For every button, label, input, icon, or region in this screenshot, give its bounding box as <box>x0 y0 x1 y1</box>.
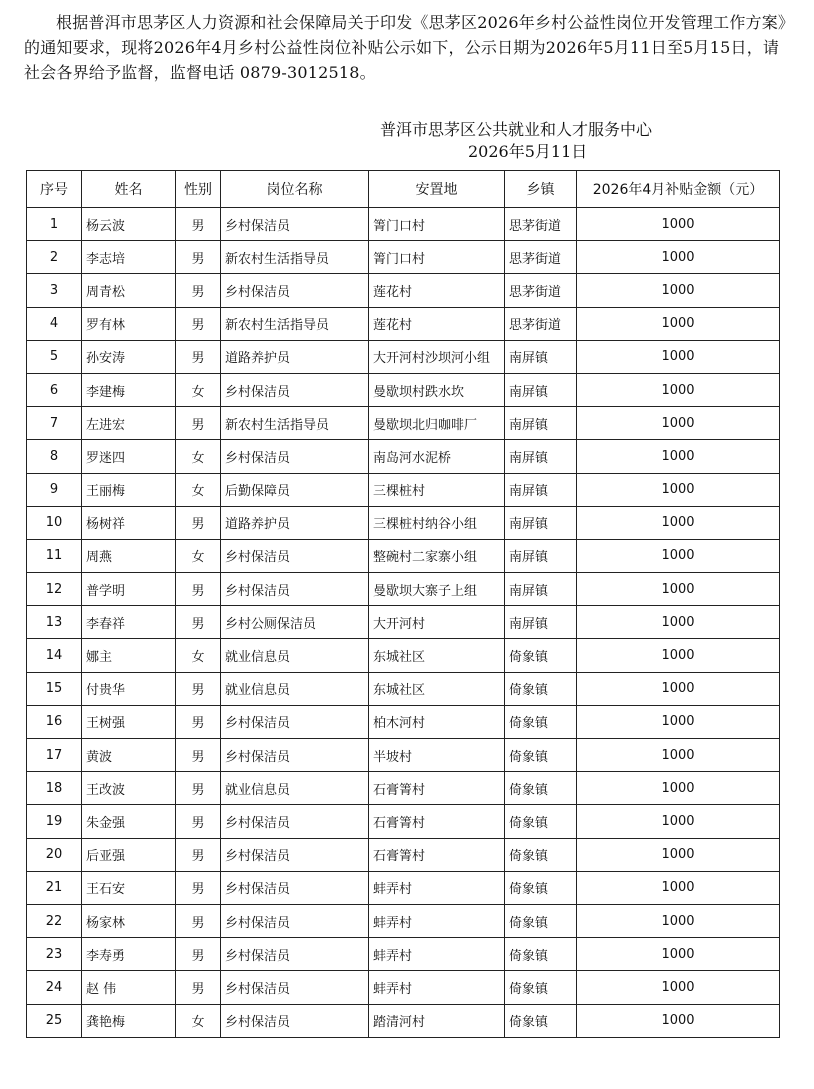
cell-placement: 曼歇坝大寨子上组 <box>369 573 505 606</box>
table-row <box>27 473 780 506</box>
cell-township: 倚象镇 <box>505 971 577 1004</box>
cell-index: 12 <box>27 573 82 606</box>
cell-position: 乡村保洁员 <box>221 274 369 307</box>
cell-township: 南屏镇 <box>505 340 577 373</box>
cell-placement: 整碗村二家寨小组 <box>369 539 505 572</box>
cell-position: 乡村保洁员 <box>221 573 369 606</box>
cell-index: 15 <box>27 672 82 705</box>
cell-position: 乡村保洁员 <box>221 1004 369 1037</box>
cell-amount: 1000 <box>577 373 780 406</box>
cell-township: 南屏镇 <box>505 373 577 406</box>
cell-position: 乡村公厕保洁员 <box>221 606 369 639</box>
cell-position: 乡村保洁员 <box>221 805 369 838</box>
cell-amount: 1000 <box>577 871 780 904</box>
cell-gender: 男 <box>176 606 221 639</box>
table-row <box>27 938 780 971</box>
cell-index: 25 <box>27 1004 82 1037</box>
cell-name: 朱金强 <box>82 805 176 838</box>
cell-placement: 石膏箐村 <box>369 805 505 838</box>
cell-amount: 1000 <box>577 506 780 539</box>
cell-township: 南屏镇 <box>505 407 577 440</box>
cell-placement: 曼歇坝村跌水坎 <box>369 373 505 406</box>
cell-township: 倚象镇 <box>505 871 577 904</box>
cell-position: 乡村保洁员 <box>221 539 369 572</box>
cell-name: 左进宏 <box>82 407 176 440</box>
cell-position: 新农村生活指导员 <box>221 407 369 440</box>
cell-name: 娜主 <box>82 639 176 672</box>
cell-name: 孙安涛 <box>82 340 176 373</box>
cell-township: 南屏镇 <box>505 440 577 473</box>
table-row <box>27 739 780 772</box>
table-row <box>27 805 780 838</box>
table-row <box>27 373 780 406</box>
cell-position: 乡村保洁员 <box>221 705 369 738</box>
cell-township: 倚象镇 <box>505 672 577 705</box>
cell-position: 乡村保洁员 <box>221 871 369 904</box>
cell-amount: 1000 <box>577 440 780 473</box>
cell-township: 倚象镇 <box>505 739 577 772</box>
cell-gender: 女 <box>176 473 221 506</box>
table-row <box>27 971 780 1004</box>
table-row <box>27 705 780 738</box>
cell-index: 18 <box>27 772 82 805</box>
cell-township: 思茅街道 <box>505 307 577 340</box>
cell-township: 南屏镇 <box>505 573 577 606</box>
cell-index: 16 <box>27 705 82 738</box>
cell-township: 倚象镇 <box>505 904 577 937</box>
cell-index: 5 <box>27 340 82 373</box>
table-header-row <box>27 171 780 208</box>
cell-gender: 男 <box>176 838 221 871</box>
cell-gender: 男 <box>176 971 221 1004</box>
cell-township: 南屏镇 <box>505 539 577 572</box>
cell-amount: 1000 <box>577 938 780 971</box>
cell-gender: 男 <box>176 805 221 838</box>
cell-name: 周燕 <box>82 539 176 572</box>
table-row <box>27 672 780 705</box>
table-row <box>27 904 780 937</box>
cell-placement: 蚌弄村 <box>369 971 505 1004</box>
cell-index: 24 <box>27 971 82 1004</box>
cell-placement: 箐门口村 <box>369 208 505 241</box>
header-name: 姓名 <box>82 171 176 208</box>
cell-name: 王石安 <box>82 871 176 904</box>
header-township: 乡镇 <box>505 171 577 208</box>
cell-placement: 莲花村 <box>369 274 505 307</box>
cell-index: 20 <box>27 838 82 871</box>
cell-gender: 男 <box>176 208 221 241</box>
header-position: 岗位名称 <box>221 171 369 208</box>
header-placement: 安置地 <box>369 171 505 208</box>
cell-gender: 男 <box>176 871 221 904</box>
table-row <box>27 606 780 639</box>
cell-township: 倚象镇 <box>505 639 577 672</box>
header-amount: 2026年4月补贴金额（元） <box>577 171 780 208</box>
cell-gender: 男 <box>176 407 221 440</box>
cell-amount: 1000 <box>577 672 780 705</box>
table-row <box>27 506 780 539</box>
cell-amount: 1000 <box>577 539 780 572</box>
cell-name: 王丽梅 <box>82 473 176 506</box>
cell-placement: 蚌弄村 <box>369 938 505 971</box>
cell-position: 乡村保洁员 <box>221 938 369 971</box>
cell-index: 11 <box>27 539 82 572</box>
table-row <box>27 241 780 274</box>
cell-amount: 1000 <box>577 838 780 871</box>
cell-township: 南屏镇 <box>505 473 577 506</box>
cell-township: 思茅街道 <box>505 274 577 307</box>
cell-placement: 柏木河村 <box>369 705 505 738</box>
cell-placement: 东城社区 <box>369 672 505 705</box>
cell-name: 黄波 <box>82 739 176 772</box>
cell-name: 周青松 <box>82 274 176 307</box>
cell-name: 李寿勇 <box>82 938 176 971</box>
cell-gender: 男 <box>176 705 221 738</box>
cell-gender: 女 <box>176 539 221 572</box>
cell-index: 23 <box>27 938 82 971</box>
cell-name: 罗有林 <box>82 307 176 340</box>
cell-gender: 男 <box>176 739 221 772</box>
cell-position: 乡村保洁员 <box>221 838 369 871</box>
cell-amount: 1000 <box>577 1004 780 1037</box>
table-row <box>27 407 780 440</box>
cell-index: 22 <box>27 904 82 937</box>
cell-position: 就业信息员 <box>221 639 369 672</box>
cell-gender: 女 <box>176 1004 221 1037</box>
cell-position: 乡村保洁员 <box>221 739 369 772</box>
cell-placement: 石膏箐村 <box>369 772 505 805</box>
cell-name: 杨云波 <box>82 208 176 241</box>
cell-position: 就业信息员 <box>221 772 369 805</box>
cell-position: 后勤保障员 <box>221 473 369 506</box>
cell-amount: 1000 <box>577 274 780 307</box>
table-row <box>27 838 780 871</box>
cell-township: 倚象镇 <box>505 705 577 738</box>
cell-position: 新农村生活指导员 <box>221 307 369 340</box>
cell-index: 3 <box>27 274 82 307</box>
cell-gender: 男 <box>176 274 221 307</box>
cell-gender: 女 <box>176 440 221 473</box>
cell-name: 龚艳梅 <box>82 1004 176 1037</box>
cell-township: 倚象镇 <box>505 1004 577 1037</box>
table-row <box>27 539 780 572</box>
cell-gender: 男 <box>176 506 221 539</box>
cell-township: 倚象镇 <box>505 772 577 805</box>
table-row <box>27 274 780 307</box>
cell-name: 李志培 <box>82 241 176 274</box>
cell-index: 1 <box>27 208 82 241</box>
table-row <box>27 772 780 805</box>
cell-placement: 大开河村 <box>369 606 505 639</box>
cell-index: 2 <box>27 241 82 274</box>
cell-position: 道路养护员 <box>221 506 369 539</box>
cell-placement: 蚌弄村 <box>369 904 505 937</box>
cell-amount: 1000 <box>577 573 780 606</box>
cell-name: 杨家林 <box>82 904 176 937</box>
cell-index: 21 <box>27 871 82 904</box>
cell-placement: 箐门口村 <box>369 241 505 274</box>
table-row <box>27 1004 780 1037</box>
cell-gender: 男 <box>176 241 221 274</box>
cell-placement: 石膏箐村 <box>369 838 505 871</box>
cell-township: 倚象镇 <box>505 805 577 838</box>
cell-amount: 1000 <box>577 340 780 373</box>
cell-placement: 蚌弄村 <box>369 871 505 904</box>
cell-index: 13 <box>27 606 82 639</box>
cell-township: 倚象镇 <box>505 938 577 971</box>
table-row <box>27 307 780 340</box>
cell-township: 南屏镇 <box>505 506 577 539</box>
issuing-organization: 普洱市思茅区公共就业和人才服务中心 <box>380 120 653 139</box>
cell-placement: 曼歇坝北归咖啡厂 <box>369 407 505 440</box>
cell-township: 思茅街道 <box>505 241 577 274</box>
cell-amount: 1000 <box>577 639 780 672</box>
cell-gender: 女 <box>176 639 221 672</box>
cell-name: 罗迷四 <box>82 440 176 473</box>
cell-name: 杨树祥 <box>82 506 176 539</box>
cell-placement: 南岛河水泥桥 <box>369 440 505 473</box>
cell-gender: 男 <box>176 307 221 340</box>
cell-name: 王树强 <box>82 705 176 738</box>
cell-placement: 踏清河村 <box>369 1004 505 1037</box>
table-row <box>27 208 780 241</box>
cell-name: 付贵华 <box>82 672 176 705</box>
cell-name: 王改波 <box>82 772 176 805</box>
cell-position: 就业信息员 <box>221 672 369 705</box>
cell-gender: 男 <box>176 340 221 373</box>
cell-township: 倚象镇 <box>505 838 577 871</box>
cell-amount: 1000 <box>577 971 780 1004</box>
table-row <box>27 340 780 373</box>
cell-index: 8 <box>27 440 82 473</box>
cell-index: 10 <box>27 506 82 539</box>
cell-amount: 1000 <box>577 705 780 738</box>
cell-gender: 男 <box>176 672 221 705</box>
table-row <box>27 573 780 606</box>
cell-name: 李春祥 <box>82 606 176 639</box>
cell-amount: 1000 <box>577 208 780 241</box>
header-gender: 性别 <box>176 171 221 208</box>
cell-index: 9 <box>27 473 82 506</box>
cell-placement: 大开河村沙坝河小组 <box>369 340 505 373</box>
cell-placement: 三棵桩村纳谷小组 <box>369 506 505 539</box>
cell-amount: 1000 <box>577 407 780 440</box>
table-row <box>27 639 780 672</box>
cell-name: 普学明 <box>82 573 176 606</box>
cell-placement: 莲花村 <box>369 307 505 340</box>
header-index: 序号 <box>27 171 82 208</box>
cell-name: 赵 伟 <box>82 971 176 1004</box>
table-row <box>27 440 780 473</box>
cell-name: 李建梅 <box>82 373 176 406</box>
cell-amount: 1000 <box>577 772 780 805</box>
cell-position: 乡村保洁员 <box>221 373 369 406</box>
cell-amount: 1000 <box>577 241 780 274</box>
cell-position: 乡村保洁员 <box>221 208 369 241</box>
cell-index: 6 <box>27 373 82 406</box>
cell-placement: 东城社区 <box>369 639 505 672</box>
cell-position: 乡村保洁员 <box>221 971 369 1004</box>
cell-amount: 1000 <box>577 904 780 937</box>
cell-gender: 女 <box>176 373 221 406</box>
cell-gender: 男 <box>176 938 221 971</box>
cell-index: 14 <box>27 639 82 672</box>
cell-amount: 1000 <box>577 473 780 506</box>
issue-date: 2026年5月11日 <box>468 142 588 161</box>
cell-amount: 1000 <box>577 606 780 639</box>
cell-placement: 半坡村 <box>369 739 505 772</box>
cell-position: 乡村保洁员 <box>221 904 369 937</box>
cell-index: 4 <box>27 307 82 340</box>
cell-index: 19 <box>27 805 82 838</box>
notice-intro-paragraph: 根据普洱市思茅区人力资源和社会保障局关于印发《思茅区2026年乡村公益性岗位开发管理工作方案》的通知要求，现将2026年4月乡村公益性岗位补贴公示如下，公示日期为2026年5月11日至5月15日，请社会各界给予监督，监督电话 0879-3012518。 <box>24 13 787 82</box>
cell-position: 道路养护员 <box>221 340 369 373</box>
cell-index: 7 <box>27 407 82 440</box>
cell-amount: 1000 <box>577 307 780 340</box>
cell-township: 思茅街道 <box>505 208 577 241</box>
cell-name: 后亚强 <box>82 838 176 871</box>
cell-township: 南屏镇 <box>505 606 577 639</box>
cell-gender: 男 <box>176 904 221 937</box>
cell-gender: 男 <box>176 573 221 606</box>
cell-index: 17 <box>27 739 82 772</box>
cell-gender: 男 <box>176 772 221 805</box>
cell-position: 乡村保洁员 <box>221 440 369 473</box>
table-row <box>27 871 780 904</box>
subsidy-table <box>26 170 780 1038</box>
cell-placement: 三棵桩村 <box>369 473 505 506</box>
cell-position: 新农村生活指导员 <box>221 241 369 274</box>
cell-amount: 1000 <box>577 805 780 838</box>
cell-amount: 1000 <box>577 739 780 772</box>
